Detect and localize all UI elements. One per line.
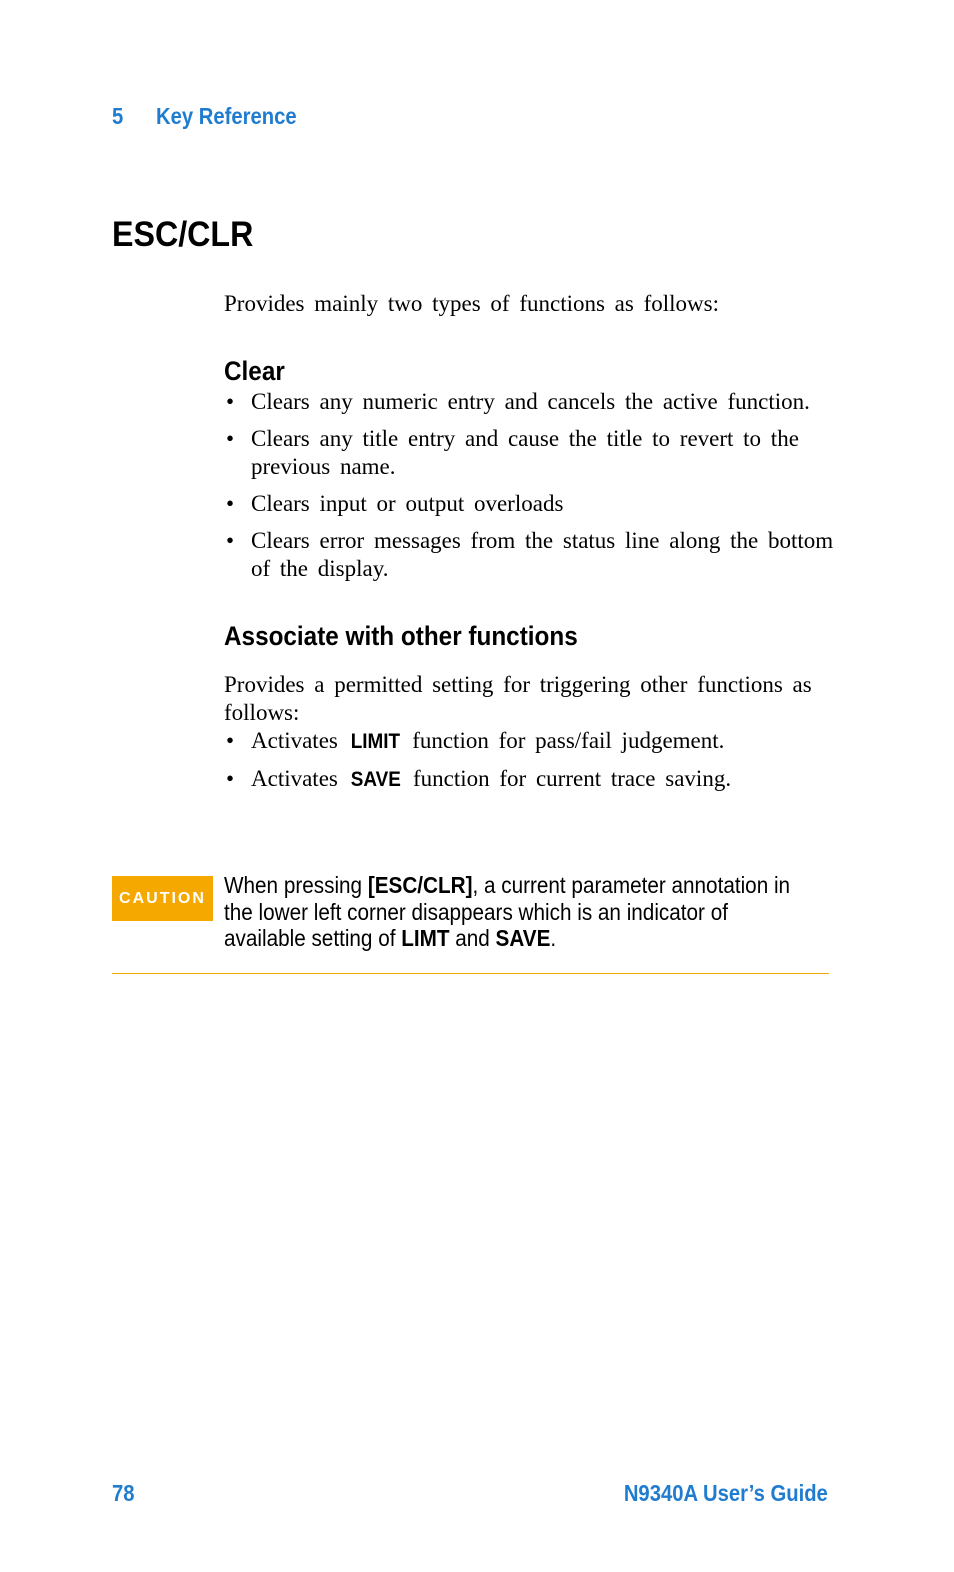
save-keyword: SAVE (350, 768, 401, 791)
chapter-number: 5 (112, 103, 124, 129)
limit-keyword: LIMIT (350, 730, 400, 753)
clear-heading: Clear (224, 356, 285, 386)
limt-keyword: LIMT (401, 925, 450, 951)
chapter-title: Key Reference (156, 103, 297, 129)
page-number: 78 (112, 1480, 135, 1506)
caution-text-part: . (550, 925, 557, 951)
caution-divider (112, 973, 829, 974)
running-header (112, 103, 297, 130)
item-prefix: Activates (251, 766, 338, 791)
page-title: ESC/CLR (112, 215, 254, 254)
list-item (224, 727, 834, 756)
list-item: • Clears error messages from the status line along the bottom of the display. (224, 527, 834, 583)
list-item: • Clears input or output overloads (224, 490, 834, 518)
item-suffix: function for current trace saving. (413, 766, 732, 791)
associate-list (224, 727, 834, 794)
main-content (224, 290, 834, 803)
guide-title: N9340A User’s Guide (624, 1480, 828, 1506)
list-item: • Clears any title entry and cause the title to revert to the previous name. (224, 425, 834, 481)
list-item: • Clears any numeric entry and cancels the active function. (224, 388, 834, 416)
caution-text-part: and (449, 925, 496, 951)
caution-text-part: When pressing (224, 872, 368, 898)
caution-text-part: , a current parameter annotation in the lower left corner disappears which is an indicator of available setting of (224, 872, 791, 951)
save-keyword: SAVE (495, 925, 551, 951)
item-prefix: Activates (251, 728, 338, 753)
associate-heading: Associate with other functions (224, 621, 578, 651)
caution-text (224, 872, 800, 952)
associate-intro: Provides a permitted setting for triggering other functions as follows: (224, 672, 812, 725)
clear-list (224, 388, 834, 583)
intro-paragraph: Provides mainly two types of functions as follows: (224, 291, 719, 316)
item-suffix: function for pass/fail judgement. (412, 728, 725, 753)
caution-badge: CAUTION (112, 876, 213, 921)
esc-clr-key: [ESC/CLR] (367, 872, 473, 898)
list-item (224, 765, 834, 794)
